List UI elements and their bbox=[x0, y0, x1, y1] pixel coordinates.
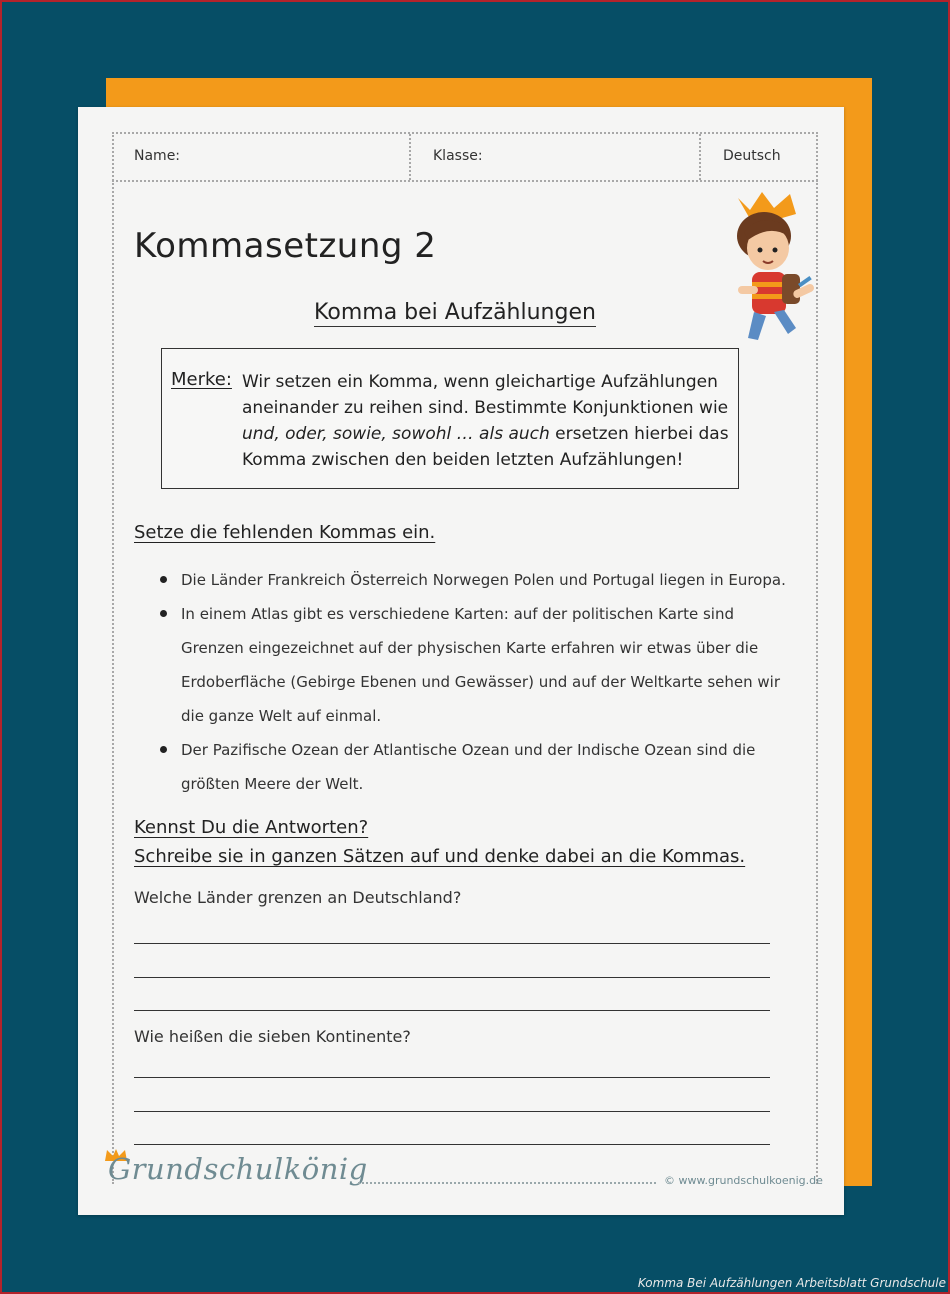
class-label: Klasse: bbox=[433, 148, 483, 164]
question-2: Wie heißen die sieben Kontinente? bbox=[134, 1027, 411, 1046]
exercise2-heading-line1: Kennst Du die Antworten? bbox=[134, 817, 369, 838]
subject-label: Deutsch bbox=[723, 148, 781, 164]
image-caption: Komma Bei Aufzählungen Arbeitsblatt Grundschule bbox=[637, 1276, 946, 1290]
header-fields bbox=[112, 132, 818, 182]
exercise2-heading-line2: Schreibe sie in ganzen Sätzen auf und denke dabei an die Kommas. bbox=[134, 846, 746, 867]
mascot-boy-illustration bbox=[730, 188, 820, 350]
exercise1-list bbox=[160, 563, 800, 801]
list-item-line: die ganze Welt auf einmal. bbox=[181, 707, 382, 725]
name-field bbox=[112, 134, 409, 180]
exercise1-heading: Setze die fehlenden Kommas ein. bbox=[134, 522, 436, 543]
footer-dotted-line bbox=[358, 1182, 656, 1184]
merke-line: Wir setzen ein Komma, wenn gleichartige Aufzählungen bbox=[242, 372, 718, 392]
list-item-line: größten Meere der Welt. bbox=[181, 775, 364, 793]
list-item-line: Erdoberfläche (Gebirge Ebenen und Gewässer) und auf der Weltkarte sehen wir bbox=[181, 673, 780, 691]
merke-rule-box bbox=[161, 348, 739, 489]
answer-line[interactable] bbox=[134, 977, 770, 978]
worksheet-title: Kommasetzung 2 bbox=[134, 226, 437, 266]
merke-text bbox=[242, 369, 729, 473]
class-field bbox=[409, 134, 699, 180]
merke-conjunctions: und, oder, sowie, sowohl … als auch bbox=[242, 424, 550, 444]
name-label: Name: bbox=[134, 148, 181, 164]
merke-line: aneinander zu reihen sind. Bestimmte Konjunktionen wie bbox=[242, 398, 729, 418]
answer-line[interactable] bbox=[134, 943, 770, 944]
merke-label: Merke: bbox=[171, 369, 232, 390]
list-item-line: In einem Atlas gibt es verschiedene Karten: auf der politischen Karte sind bbox=[181, 605, 734, 623]
footer-url: © www.grundschulkoenig.de bbox=[664, 1174, 823, 1187]
list-item bbox=[160, 597, 800, 733]
list-item-line: Grenzen eingezeichnet auf der physischen Karte erfahren wir etwas über die bbox=[181, 639, 759, 657]
brand-logo: Grundschulkönig bbox=[108, 1152, 368, 1186]
list-item bbox=[160, 733, 800, 801]
answer-line[interactable] bbox=[134, 1077, 770, 1078]
merke-line-rest: ersetzen hierbei das bbox=[549, 424, 729, 444]
list-item-line: Der Pazifische Ozean der Atlantische Ozean und der Indische Ozean sind die bbox=[181, 741, 756, 759]
list-item bbox=[160, 563, 800, 597]
merke-line: Komma zwischen den beiden letzten Aufzählungen! bbox=[242, 450, 684, 470]
subject-field bbox=[699, 134, 818, 180]
answer-line[interactable] bbox=[134, 1111, 770, 1112]
answer-line[interactable] bbox=[134, 1144, 770, 1145]
merke-line bbox=[242, 421, 729, 447]
subtitle-text: Komma bei Aufzählungen bbox=[314, 300, 596, 325]
question-1: Welche Länder grenzen an Deutschland? bbox=[134, 888, 462, 907]
list-item-line: Die Länder Frankreich Österreich Norwegen Polen und Portugal liegen in Europa. bbox=[181, 571, 786, 589]
answer-line[interactable] bbox=[134, 1010, 770, 1011]
